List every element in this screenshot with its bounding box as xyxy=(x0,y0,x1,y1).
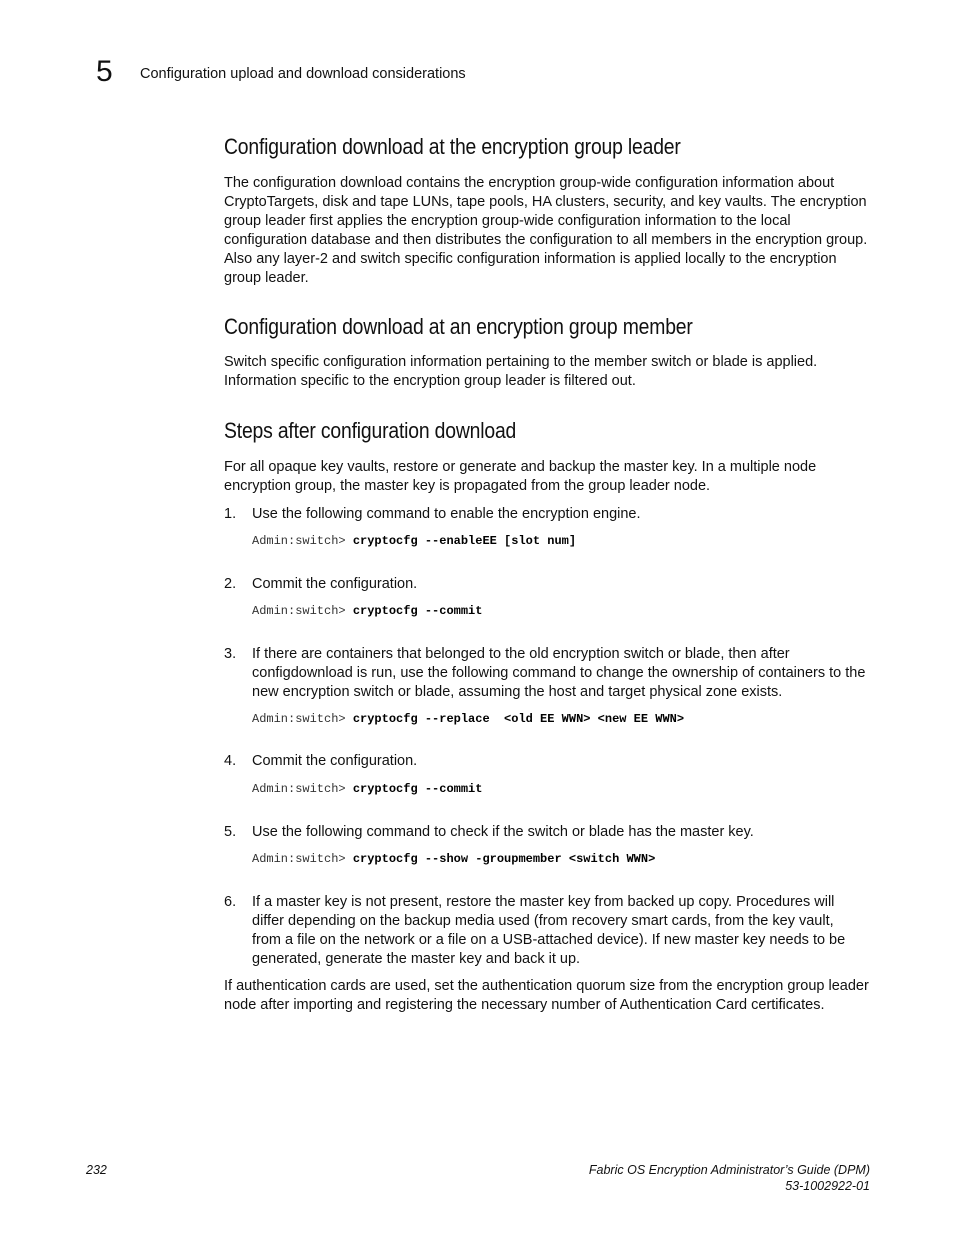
code-example xyxy=(252,603,482,619)
step-number: 1. xyxy=(224,506,237,522)
guide-title: Fabric OS Encryption Administrator’s Guide (DPM) xyxy=(588,1163,870,1177)
steps-intro: For all opaque key vaults, restore or generate and backup the master key. In a multiple node encryption group, the master key is propagated from the group leader node. xyxy=(224,459,817,494)
step-text: Commit the configuration. xyxy=(252,753,418,769)
step-number: 3. xyxy=(224,646,237,662)
doc-number: 53-1002922-01 xyxy=(785,1179,870,1193)
section-heading-leader: Configuration download at the encryption group leader xyxy=(224,134,681,159)
code-command: cryptocfg --commit xyxy=(352,782,483,796)
step-text-after: is run, use the following command to change the ownership of containers to the new encryption switch or blade, assuming the host and target physical zone exists. xyxy=(252,665,866,700)
code-prompt: Admin:switch> xyxy=(252,852,353,866)
section-body-leader: The configuration download contains the encryption group-wide configuration information about CryptoTargets, disk and tape LUNs, tape pools, HA clusters, security, and key vaults. The encryption group leader first applies the encryption group-wide configuration information to the local configuration database and then distributes the configuration to all members in the encryption group. Also any layer-2 and switch specific configuration information is applied locally to the encryption group leader. xyxy=(224,175,868,286)
code-command: cryptocfg --show -groupmember <switch WWN> xyxy=(352,852,656,866)
section-heading-steps: Steps after configuration download xyxy=(224,418,517,443)
chapter-number: 5 xyxy=(96,55,113,88)
code-prompt: Admin:switch> xyxy=(252,782,353,796)
step-text: Use the following command to enable the encryption engine. xyxy=(252,506,641,522)
code-example xyxy=(252,533,576,549)
step-number: 6. xyxy=(224,894,237,910)
section-body-member: Switch specific configuration information pertaining to the member switch or blade is applied. Information specific to the encryption group leader is filtered out. xyxy=(224,354,818,389)
section-heading-member: Configuration download at an encryption group member xyxy=(224,314,693,339)
code-example xyxy=(252,781,482,797)
code-command: cryptocfg --commit xyxy=(352,604,483,618)
step-text xyxy=(252,645,866,702)
step-number: 5. xyxy=(224,824,237,840)
code-command: cryptocfg --enableEE [slot num] xyxy=(352,534,577,548)
step-text-before: If there are containers that belonged to the old encryption switch or blade, then after xyxy=(252,646,790,662)
steps-closing: If authentication cards are used, set the authentication quorum size from the encryption group leader node after importing and registering the necessary number of Authentication Card certificates. xyxy=(224,978,869,1013)
code-example xyxy=(252,851,655,867)
code-prompt: Admin:switch> xyxy=(252,712,353,726)
step-number: 2. xyxy=(224,576,237,592)
code-example xyxy=(252,711,684,727)
running-header-title: Configuration upload and download considerations xyxy=(140,66,466,82)
inline-command: configdownload xyxy=(252,665,353,681)
code-prompt: Admin:switch> xyxy=(252,604,353,618)
footer-doc-info xyxy=(589,1162,870,1194)
code-command: cryptocfg --replace <old EE WWN> <new EE WWN> xyxy=(352,712,685,726)
page-number: 232 xyxy=(86,1163,107,1177)
code-prompt: Admin:switch> xyxy=(252,534,353,548)
step-text: Use the following command to check if the switch or blade has the master key. xyxy=(252,824,754,840)
step-number: 4. xyxy=(224,753,237,769)
step-text: If a master key is not present, restore the master key from backed up copy. Procedures will differ depending on the backup media used (from recovery smart cards, from the key vault, from a file on the network or a file on a USB-attached device). If new master key needs to be generated, generate the master key and back it up. xyxy=(252,894,846,967)
step-text: Commit the configuration. xyxy=(252,576,418,592)
